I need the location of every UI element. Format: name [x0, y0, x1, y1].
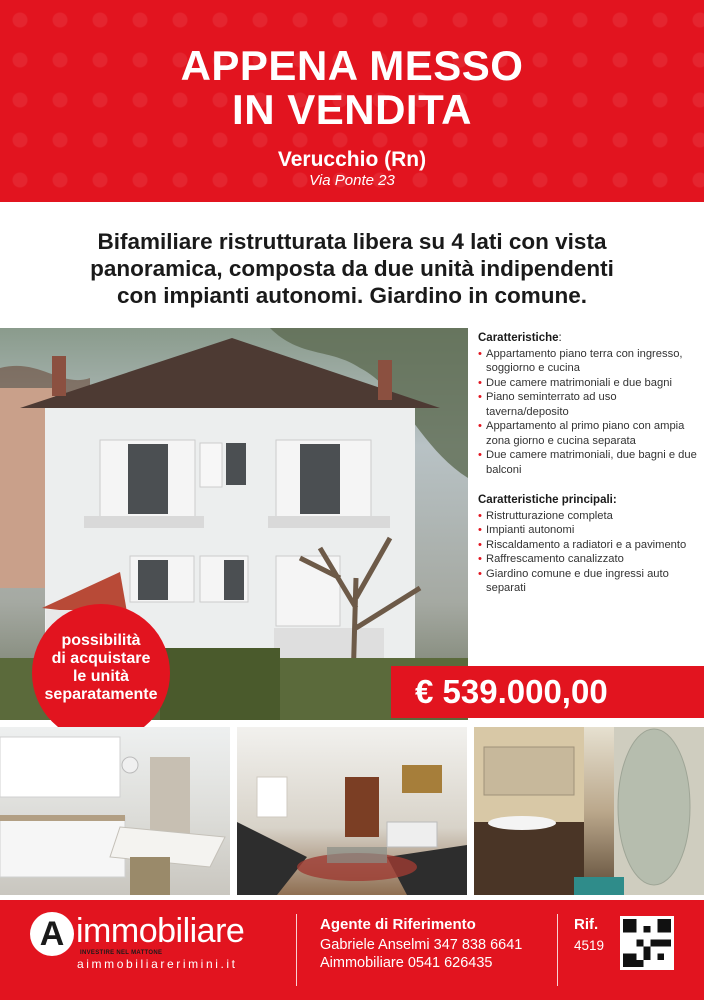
website-link[interactable]: aimmobiliarerimini.it [77, 957, 238, 971]
main-features-title: Caratteristiche principali: [478, 494, 617, 506]
price-tag: € 539.000,00 [391, 666, 704, 718]
kitchen-photo [0, 727, 230, 895]
headline-line-1: Bifamiliare ristrutturata libera su 4 lati con vista [97, 229, 607, 254]
main-feature-item: • Riscaldamento a radiatori e a pavimento [478, 538, 700, 553]
main-feature-item: • Ristrutturazione completa [478, 509, 700, 524]
qr-code-icon[interactable] [620, 916, 674, 970]
footer [0, 900, 704, 1000]
footer-divider [296, 914, 297, 986]
features-title [478, 331, 700, 346]
title-line-2: IN VENDITA [232, 86, 472, 133]
main-feature-item: • Giardino comune e due ingressi auto separati [478, 567, 700, 596]
logo-mark: A [30, 912, 74, 956]
features-list [478, 347, 700, 478]
features-title-text: Caratteristiche [478, 332, 559, 344]
separate-purchase-badge [32, 604, 170, 742]
agent-contact: Gabriele Anselmi 347 838 6641 [320, 937, 523, 953]
main-title [0, 44, 704, 132]
features-panel [478, 331, 700, 596]
features-title-colon: : [558, 332, 562, 344]
bathroom-photo [474, 727, 704, 895]
main-feature-item: • Raffrescamento canalizzato [478, 552, 700, 567]
city-label: Verucchio (Rn) [277, 148, 427, 171]
main-feature-item: • Impianti autonomi [478, 523, 700, 538]
property-headline [20, 228, 684, 309]
badge-line-2: di acquistare [51, 650, 151, 667]
reference-value: 4519 [574, 938, 605, 953]
main-features-list [478, 509, 700, 596]
feature-item: • Due camere matrimoniali e due bagni [478, 376, 700, 391]
badge-line-1: possibilità [61, 632, 141, 649]
badge-line-3: le unità [72, 668, 129, 685]
title-line-1: APPENA MESSO [180, 42, 524, 89]
feature-item: • Piano seminterrato ad uso taverna/deposito [478, 390, 700, 419]
agent-title: Agente di Riferimento [320, 916, 476, 933]
headline-line-2: panoramica, composta da due unità indipendenti [90, 256, 614, 281]
agency-contact: Aimmobiliare 0541 626435 [320, 955, 493, 971]
living-room-photo [237, 727, 467, 895]
brand-name: immobiliare [76, 912, 245, 950]
feature-item: • Appartamento al primo piano con ampia zona giorno e cucina separata [478, 419, 700, 448]
feature-item: • Appartamento piano terra con ingresso, soggiorno e cucina [478, 347, 700, 376]
brand-tagline: INVESTIRE NEL MATTONE [80, 950, 163, 956]
reference-label: Rif. [574, 916, 599, 933]
badge-line-4: separatamente [44, 686, 158, 703]
headline-line-3: con impianti autonomi. Giardino in comune. [116, 283, 588, 308]
header-banner [0, 0, 704, 202]
feature-item: • Due camere matrimoniali, due bagni e due balconi [478, 448, 700, 477]
street-label: Via Ponte 23 [309, 172, 395, 189]
footer-divider [557, 914, 558, 986]
